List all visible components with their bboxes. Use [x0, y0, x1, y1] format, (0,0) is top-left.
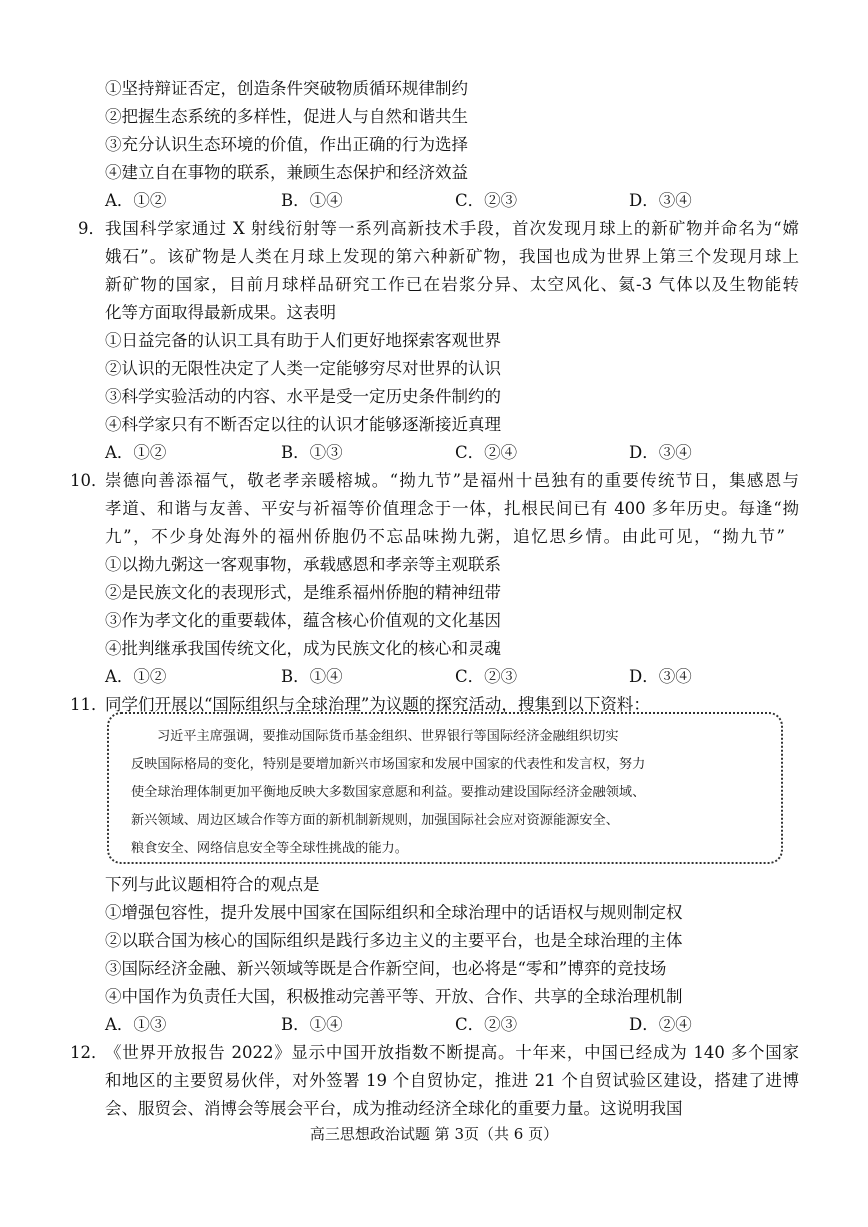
options-row: [105, 442, 805, 464]
option-b: B．①④: [281, 1015, 343, 1034]
options-row: [105, 666, 805, 688]
question-stem-line: 娥石”。该矿物是人类在月球上发现的第六种新矿物，我国也成为世界上第三个发现月球上: [105, 247, 799, 266]
statement: ④批判继承我国传统文化，成为民族文化的核心和灵魂: [105, 639, 501, 658]
options-row: [105, 190, 805, 212]
statement: ②认识的无限性决定了人类一定能够穷尽对世界的认识: [105, 359, 501, 378]
statement: ①以拗九粥这一客观事物，承载感恩和孝亲等主观联系: [105, 555, 501, 574]
question-number: 11．: [70, 695, 108, 714]
question-number: 12．: [70, 1043, 108, 1062]
question-stem-line: 新矿物的国家，目前月球样品研究工作已在岩浆分异、太空风化、氦-3 气体以及生物能转: [105, 275, 799, 294]
option-d: D．③④: [629, 443, 692, 462]
option-c: C．②③: [455, 191, 518, 210]
statement: ④中国作为负责任大国，积极推动完善平等、开放、合作、共享的全球治理机制: [105, 987, 683, 1006]
question-number: 10．: [70, 471, 108, 490]
question-stem-line: 孝道、和谐与友善、平安与祈福等价值理念于一体，扎根民间已有 400 多年历史。每逢“拗: [105, 499, 799, 518]
statement: ①日益完备的认识工具有助于人们更好地探索客观世界: [105, 331, 501, 350]
option-a: A．①②: [105, 191, 167, 210]
statement: ④科学家只有不断否定以往的认识才能够逐渐接近真理: [105, 415, 501, 434]
material-box: [107, 712, 783, 864]
option-d: D．②④: [629, 1015, 692, 1034]
question-prompt: 下列与此议题相符合的观点是: [105, 875, 320, 894]
option-c: C．②③: [455, 667, 518, 686]
option-b: B．①④: [281, 191, 343, 210]
question-stem-line: 《世界开放报告 2022》显示中国开放指数不断提高。十年来，中国已经成为 140 多个国家: [105, 1043, 799, 1062]
question-stem-line: 化等方面取得最新成果。这表明: [105, 303, 336, 322]
question-stem-line: 同学们开展以“国际组织与全球治理”为议题的探究活动，搜集到以下资料：: [105, 695, 650, 714]
statement: ③充分认识生态环境的价值，作出正确的行为选择: [105, 135, 468, 154]
statement: ④建立自在事物的联系，兼顾生态保护和经济效益: [105, 163, 468, 182]
statement: ③科学实验活动的内容、水平是受一定历史条件制约的: [105, 387, 501, 406]
statement: ②以联合国为核心的国际组织是践行多边主义的主要平台，也是全球治理的主体: [105, 931, 683, 950]
material-line: 使全球治理体制更加平衡地反映大多数国家意愿和利益。要推动建设国际经济金融领域、: [131, 785, 646, 800]
option-c: C．②④: [455, 443, 518, 462]
question-stem-line: 崇德向善添福气，敬老孝亲暖榕城。“拗九节”是福州十邑独有的重要传统节日，集感恩与: [105, 471, 799, 490]
option-a: A．①③: [105, 1015, 167, 1034]
option-d: D．③④: [629, 191, 692, 210]
statement: ①坚持辩证否定，创造条件突破物质循环规律制约: [105, 79, 468, 98]
statement: ③作为孝文化的重要载体，蕴含核心价值观的文化基因: [105, 611, 501, 630]
option-c: C．②③: [455, 1015, 518, 1034]
question-stem-line: 我国科学家通过 X 射线衍射等一系列高新技术手段，首次发现月球上的新矿物并命名为“嫦: [105, 219, 799, 238]
options-row: [105, 1014, 805, 1036]
question-stem-line: 和地区的主要贸易伙伴，对外签署 19 个自贸协定，推进 21 个自贸试验区建设，搭建了进博: [105, 1071, 799, 1090]
statement: ①增强包容性，提升发展中国家在国际组织和全球治理中的话语权与规则制定权: [105, 903, 683, 922]
question-number: 9．: [78, 219, 105, 238]
option-b: B．①④: [281, 667, 343, 686]
material-line: 习近平主席强调，要推动国际货币基金组织、世界银行等国际经济金融组织切实: [157, 729, 619, 744]
option-a: A．①②: [105, 443, 167, 462]
question-stem-line: 会、服贸会、消博会等展会平台，成为推动经济全球化的重要力量。这说明我国: [105, 1099, 683, 1118]
material-line: 粮食安全、网络信息安全等全球性挑战的能力。: [131, 841, 408, 856]
material-line: 反映国际格局的变化，特别是要增加新兴市场国家和发展中国家的代表性和发言权，努力: [131, 757, 646, 772]
option-b: B．①③: [281, 443, 343, 462]
material-line: 新兴领域、周边区域合作等方面的新机制新规则，加强国际社会应对资源能源安全、: [131, 813, 619, 828]
option-a: A．①②: [105, 667, 167, 686]
option-d: D．③④: [629, 667, 692, 686]
statement: ②把握生态系统的多样性，促进人与自然和谐共生: [105, 107, 468, 126]
question-stem-line: 九”，不少身处海外的福州侨胞仍不忘品味拗九粥，追忆思乡情。由此可见，“拗九节”: [105, 527, 785, 546]
statement: ③国际经济金融、新兴领域等既是合作新空间，也必将是“零和”博弈的竞技场: [105, 959, 667, 978]
page-footer: 高三思想政治试题 第 3页（共 6 页）: [309, 1125, 559, 1143]
statement: ②是民族文化的表现形式，是维系福州侨胞的精神纽带: [105, 583, 501, 602]
